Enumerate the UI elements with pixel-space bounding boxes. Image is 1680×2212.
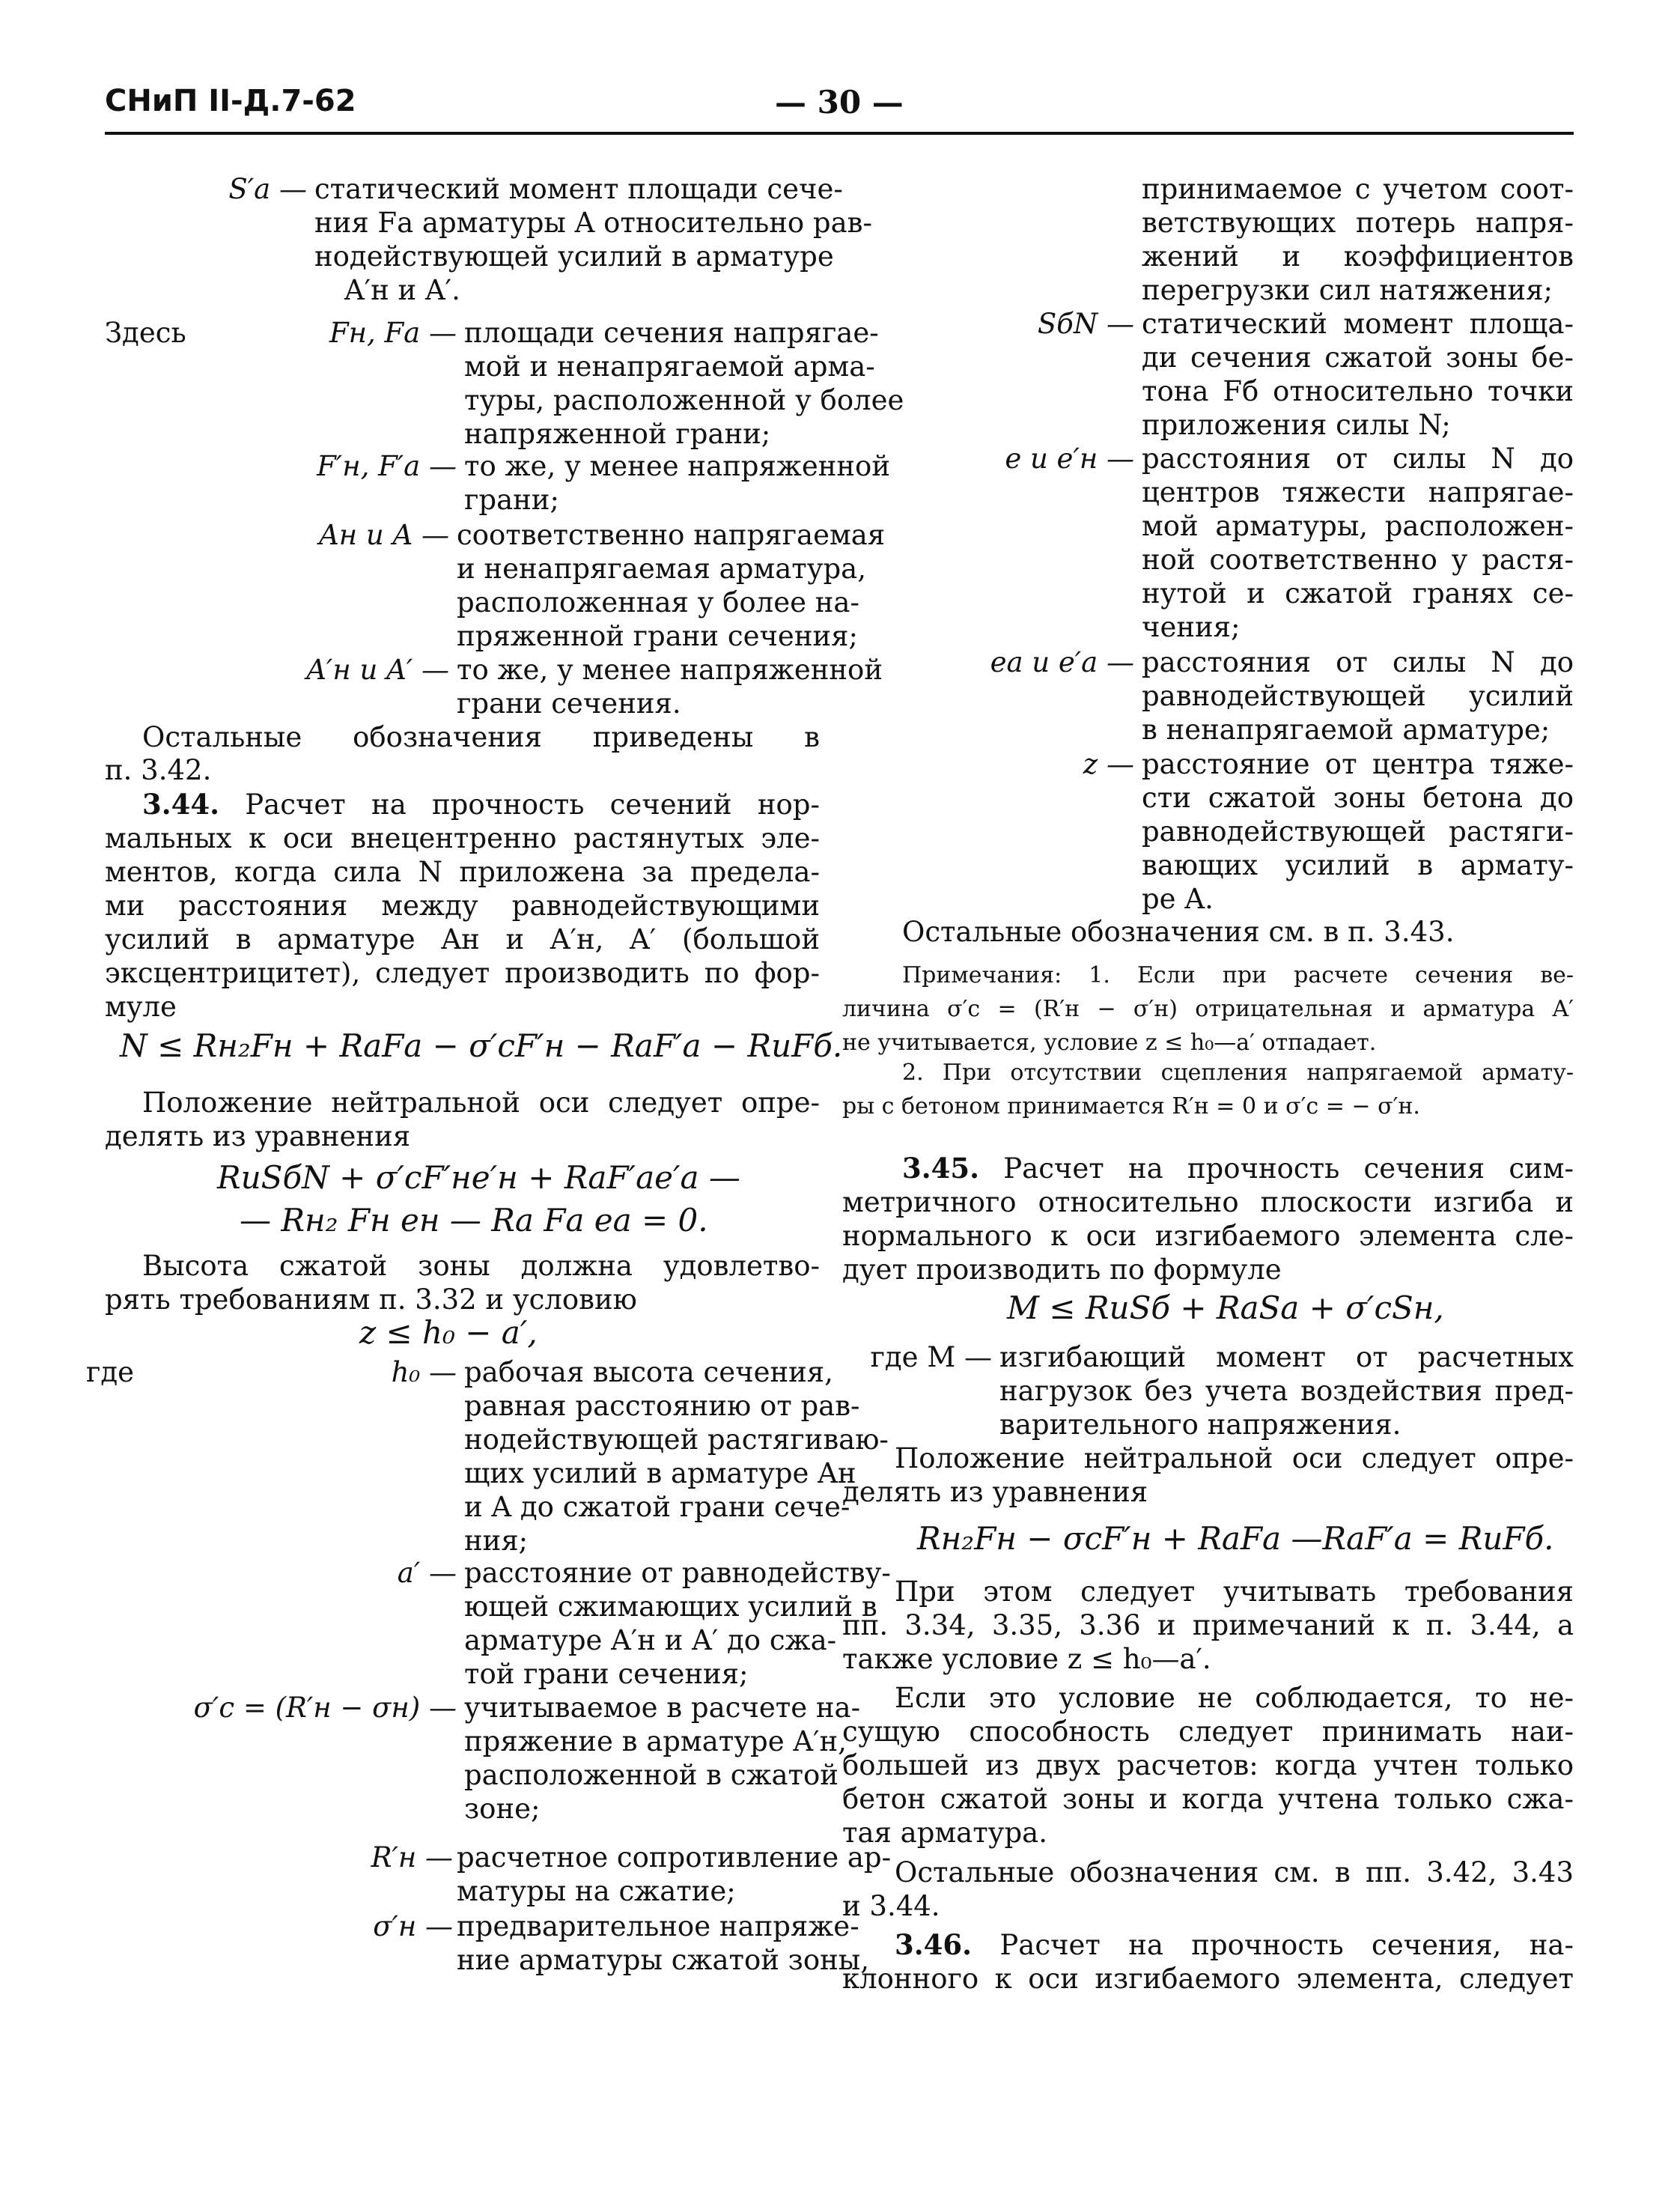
formula-4: M ≤ RиSб + RаSа + σ′сSн, <box>1007 1289 1444 1326</box>
def-e <box>1142 442 1574 644</box>
para-line: Расчет на прочность сечений нор- <box>245 789 820 821</box>
def-line: ди сечения сжатой зоны бе- <box>1142 341 1574 374</box>
para-line: Расчет на прочность сечения, на- <box>999 1929 1574 1961</box>
para-line: При этом следует учитывать требования <box>895 1576 1574 1608</box>
def-line: грани сечения. <box>457 687 681 720</box>
def-line: площади сечения напрягае- <box>464 317 879 349</box>
def-line: принимаемое с учетом соот- <box>1142 173 1574 205</box>
para-line: ментов, когда сила N приложена за предела- <box>105 856 820 888</box>
def-line: рабочая высота сечения, <box>464 1356 833 1388</box>
formula-2a: RиSбN + σ′сF′нe′н + RаF′аe′а — <box>217 1159 740 1196</box>
para-line: Положение нейтральной оси следует опре- <box>895 1442 1574 1474</box>
def-f2 <box>464 449 890 517</box>
def-line: туры, расположенной у более <box>464 384 904 416</box>
def-sigma <box>464 1691 861 1826</box>
formula-1: N ≤ Rн₂Fн + RаFа − σ′сF′н − RаF′а − RиFб. <box>120 1027 843 1064</box>
def-sbn <box>1142 307 1574 442</box>
def-line: нутой и сжатой гранях се- <box>1142 577 1574 610</box>
def-line: A′н и A′. <box>344 274 460 306</box>
para-line: дует производить по формуле <box>842 1254 1282 1286</box>
def-line: расстояния от силы N до <box>1142 443 1574 475</box>
def-f <box>464 316 904 451</box>
def-line: ной соответственно у растя- <box>1142 544 1574 576</box>
def-line: арматуре A′н и A′ до сжа- <box>464 1624 837 1656</box>
def-r <box>457 1841 892 1908</box>
term-ea: eа и e′а — <box>990 646 1134 678</box>
page-number: — 30 — <box>775 84 904 121</box>
term-s-a: S′а — <box>228 173 307 205</box>
para-line: метричного относительно плоскости изгиба и <box>842 1186 1574 1218</box>
term-m: где M — <box>870 1341 992 1373</box>
other-notations-1b: п. 3.42. <box>105 754 212 786</box>
def-line: щих усилий в арматуре Aн <box>464 1457 856 1489</box>
def-line: в ненапрягаемой арматуре; <box>1142 714 1550 746</box>
def-line: той грани сечения; <box>464 1658 749 1690</box>
para-line: эксцентрицитет), следует производить по фор- <box>105 957 820 989</box>
def-line: соответственно напрягаемая <box>457 519 886 551</box>
def-line: ре A. <box>1142 883 1214 915</box>
def-sigma-h <box>457 1909 870 1977</box>
note-line: Примечания: 1. Если при расчете сечения ве- <box>902 962 1574 988</box>
def-line: и A до сжатой грани сече- <box>464 1491 850 1523</box>
note-line: ры с бетоном принимается R′н = 0 и σ′с = − σ′н. <box>842 1093 1420 1119</box>
para-line: Расчет на прочность сечения сим- <box>1003 1152 1574 1185</box>
term-r: R′н — <box>371 1841 453 1874</box>
formula-3: z ≤ h₀ − a′, <box>359 1314 538 1351</box>
def-line: расчетное сопротивление ар- <box>457 1841 892 1874</box>
continuation <box>1142 172 1574 307</box>
def-ea <box>1142 645 1574 747</box>
term-h0: h₀ — <box>391 1356 457 1388</box>
term-a-prime: a′ — <box>397 1557 457 1589</box>
section-344-first-line <box>142 788 820 821</box>
note-line: не учитывается, условие z ≤ h₀—a′ отпадает. <box>842 1030 1377 1056</box>
gde-label: где <box>86 1356 135 1388</box>
other-notations-1: Остальные обозначения приведены в <box>142 721 820 753</box>
other-notations-2: Остальные обозначения см. в п. 3.43. <box>902 916 1455 948</box>
def-line: нодействующей растягиваю- <box>464 1423 889 1456</box>
para-line: Положение нейтральной оси следует опре- <box>142 1087 820 1119</box>
para-line: нормального к оси изгибаемого элемента сле- <box>842 1220 1574 1252</box>
section-number: 3.44. <box>142 788 219 821</box>
def-line: матуры на сжатие; <box>457 1875 736 1907</box>
def-m <box>999 1340 1574 1441</box>
para-line: пп. 3.34, 3.35, 3.36 и примечаний к п. 3.44, а <box>842 1609 1574 1641</box>
para-line: Если это условие не соблюдается, то не- <box>895 1682 1574 1714</box>
def-line: жений и коэффициентов <box>1142 240 1574 273</box>
para-line: и 3.44. <box>842 1890 940 1922</box>
term-e: e и e′н — <box>1005 443 1134 475</box>
para-line: Остальные обозначения см. в пп. 3.42, 3.43 <box>895 1856 1574 1889</box>
def-line: ния Fа арматуры A относительно рав- <box>314 207 872 239</box>
para-line: муле <box>105 991 177 1023</box>
def-line: мой арматуры, расположен- <box>1142 510 1574 542</box>
para-line: большей из двух расчетов: когда учтен только <box>842 1749 1574 1781</box>
def-line: равнодействующей растяги- <box>1142 815 1574 848</box>
def-line: то же, у менее напряженной <box>464 450 890 482</box>
def-line: пряжение в арматуре A′н, <box>464 1725 847 1757</box>
def-line: нагрузок без учета воздействия пред- <box>999 1375 1574 1407</box>
para-line: сущую способность следует принимать наи- <box>842 1716 1574 1748</box>
section-346-first-line <box>895 1928 1574 1962</box>
para-line: также условие z ≤ h₀—a′. <box>842 1643 1211 1675</box>
para-line: усилий в арматуре Aн и A′н, A′ (большой <box>105 923 820 955</box>
formula-2b: — Rн₂ Fн eн — Rа Fа eа = 0. <box>240 1202 708 1239</box>
def-line: чения; <box>1142 611 1241 643</box>
def-line: напряженной грани; <box>464 418 771 450</box>
def-line: зоне; <box>464 1793 541 1825</box>
def-line: сти сжатой зоны бетона до <box>1142 782 1574 814</box>
def-line: статический момент площади сече- <box>314 173 843 205</box>
def-line: расстояние от центра тяже- <box>1142 748 1574 780</box>
term-sigma: σ′с = (R′н − σн) — <box>193 1692 457 1724</box>
term-f: Fн, Fа — <box>329 317 457 349</box>
def-line: то же, у менее напряженной <box>457 654 883 686</box>
def-line: нодействующей усилий в арматуре <box>314 240 834 273</box>
document-code: СНиП II-Д.7-62 <box>105 84 356 118</box>
term-f2: F′н, F′а — <box>317 450 457 482</box>
para-line: клонного к оси изгибаемого элемента, следует <box>842 1963 1574 1995</box>
def-h0 <box>464 1355 889 1558</box>
def-line: центров тяжести напрягае- <box>1142 476 1574 508</box>
def-line: грани; <box>464 484 559 516</box>
def-a2 <box>457 653 883 720</box>
zdes-label: Здесь <box>105 317 186 349</box>
def-line: ветствующих потерь напря- <box>1142 207 1574 239</box>
def-s-a <box>314 172 872 307</box>
para-line: мальных к оси внецентренно растянутых эле- <box>105 822 820 854</box>
def-line: ние арматуры сжатой зоны, <box>457 1944 870 1976</box>
def-line: и ненапрягаемая арматура, <box>457 553 866 585</box>
para-line: делять из уравнения <box>105 1120 411 1152</box>
def-line: учитываемое в расчете на- <box>464 1692 861 1724</box>
def-line: тона Fб относительно точки <box>1142 375 1574 407</box>
term-a: Aн и A — <box>319 519 449 551</box>
para-line: бетон сжатой зоны и когда учтена только сжа- <box>842 1783 1574 1815</box>
term-a2: A′н и A′ — <box>306 654 449 686</box>
def-line: вающих усилий в армату- <box>1142 849 1574 881</box>
section-number: 3.45. <box>902 1152 979 1185</box>
term-z: z — <box>1083 748 1134 780</box>
def-line: ющей сжимающих усилий в <box>464 1590 877 1623</box>
formula-5: Rн₂Fн − σсF′н + RаFа —RаF′а = RиFб. <box>917 1520 1554 1557</box>
def-line: приложения силы N; <box>1142 409 1451 441</box>
term-sbn: SбN — <box>1037 308 1134 340</box>
section-345-first-line <box>902 1152 1574 1185</box>
right-column <box>842 0 1574 2212</box>
def-line: пряженной грани сечения; <box>457 620 858 652</box>
def-line: статический момент площа- <box>1142 308 1574 340</box>
def-line: расположенная у более на- <box>457 586 859 619</box>
def-line: перегрузки сил натяжения; <box>1142 274 1553 306</box>
para-line: рять требованиям п. 3.32 и условию <box>105 1283 637 1316</box>
def-line: равная расстоянию от рав- <box>464 1390 860 1422</box>
def-a-prime <box>464 1556 891 1691</box>
term-sigma-h: σ′н — <box>373 1910 453 1942</box>
note-line: личина σ′с = (R′н − σ′н) отрицательная и арматура A′ <box>842 996 1574 1022</box>
def-line: изгибающий момент от расчетных <box>999 1341 1574 1373</box>
def-line: варительного напряжения. <box>999 1409 1401 1441</box>
def-line: ния; <box>464 1525 529 1557</box>
para-line: Высота сжатой зоны должна удовлетво- <box>142 1250 820 1282</box>
para-line: ми расстояния между равнодействующими <box>105 890 820 922</box>
def-line: расстояния от силы N до <box>1142 646 1574 678</box>
def-line: предварительное напряже- <box>457 1910 859 1942</box>
para-line: тая арматура. <box>842 1817 1047 1849</box>
def-line: равнодействующей усилий <box>1142 680 1574 712</box>
def-line: мой и ненапрягаемой арма- <box>464 350 875 383</box>
para-line: делять из уравнения <box>842 1476 1148 1508</box>
section-number: 3.46. <box>895 1928 972 1961</box>
note-line: 2. При отсутствии сцепления напрягаемой армату- <box>902 1060 1574 1086</box>
def-z <box>1142 747 1574 916</box>
def-a <box>457 518 886 653</box>
def-line: расстояние от равнодейству- <box>464 1557 891 1589</box>
def-line: расположенной в сжатой <box>464 1759 839 1791</box>
